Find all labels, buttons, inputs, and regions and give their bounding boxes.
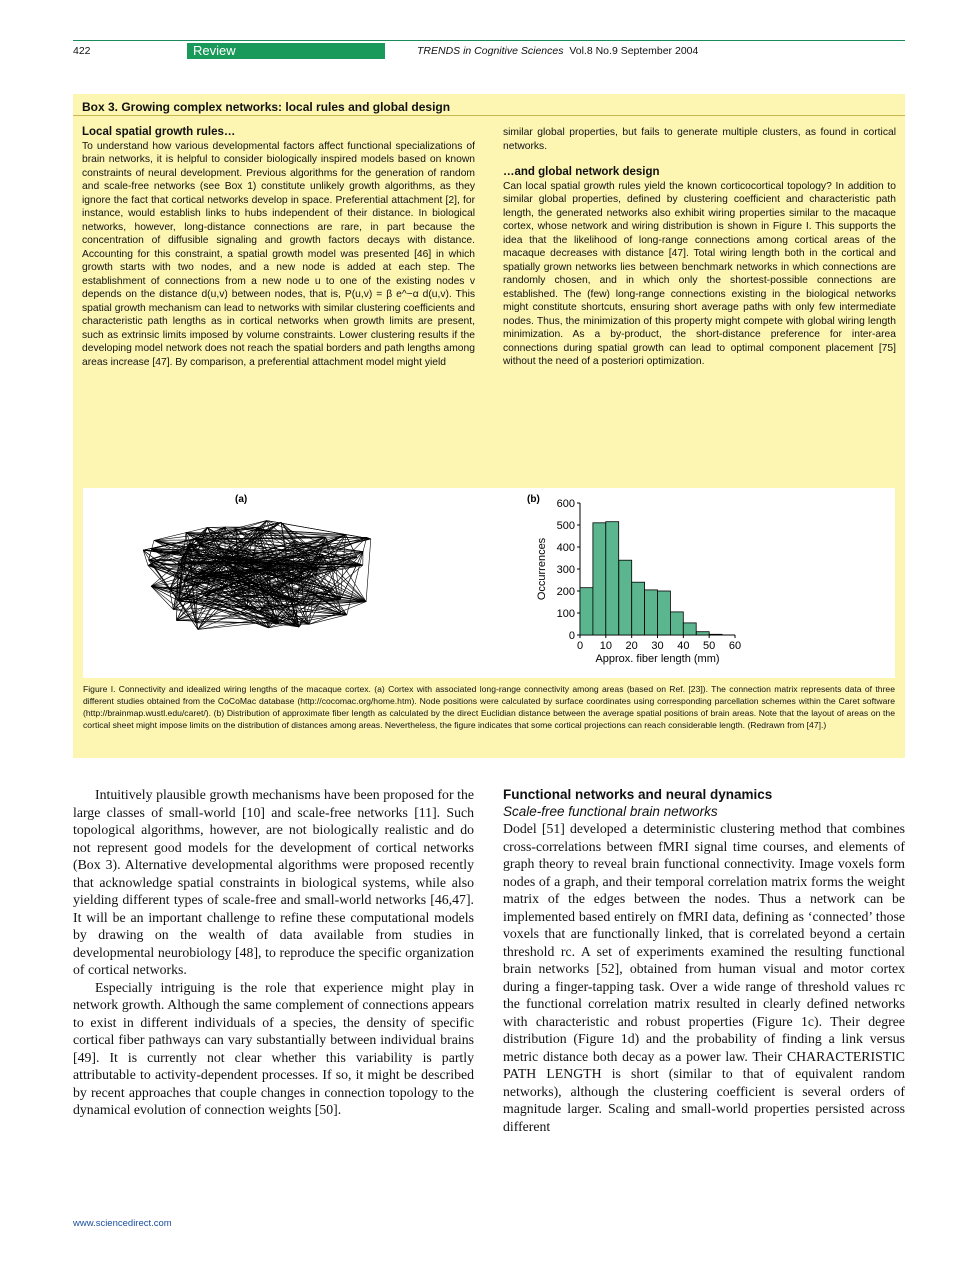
histogram-bar [632, 582, 645, 635]
x-tick-label: 40 [677, 640, 690, 652]
x-tick-label: 30 [651, 640, 664, 652]
histogram-bar [593, 523, 606, 635]
x-axis-label: Approx. fiber length (mm) [595, 653, 720, 665]
fiber-length-histogram [536, 498, 741, 665]
box-right-text-2: Can local spatial growth rules yield the known corticocortical topology? In addition to similar global properties, defined by clustering coefficient and characteristic path length, the generated networks also exhibit wiring properties similar to the macaque cortex, whose network and wiring distribution is shown in Figure I. This supports the idea that the likelihood of long-range connections among cortical areas of the macaque decreases with distance [47]. Total wiring length both in the cortical and spatially grown networks lies between benchmark networks in which connections are randomly chosen, and in which only the shortest-possible connections are established. The (few) long-range connections existing in the biological networks might constitute shortcuts, ensuring short average paths with only few intermediate nodes. Thus, the minimization of this property might compete with global wiring length minimization. As a by-product, the short-distance preference for inter-area connections during spatial growth can lead to optimal component placement [75] without the need of a posteriori optimization. [503, 180, 896, 367]
y-tick-label: 600 [556, 498, 575, 510]
y-axis-label: Occurrences [536, 537, 548, 601]
paragraph: Dodel [51] developed a deterministic clustering method that combines cross-correlations between fMRI signal time courses, and elements of graph theory to reveal brain functional connectivity. Image voxels form nodes of a graph, and their temporal correlation matrix forms the weight matrix of the edges between the nodes. Thus a network can be implemented based entirely on fMRI data, defining as ‘connected’ those voxels that are functionally linked, that is correlated beyond a certain threshold rc. A set of experiments examined the resulting functional brain networks [52], obtained from human visual and motor cortex during a finger-tapping task. Over a wide range of threshold values rc the functional correlation matrix resulted in clearly defined networks with characteristic and robust properties (Figure 1c). Their degree distribution (Figure 1d) and the probability of finding a link versus metric distance both decay as a power law. Their CHARACTERISTIC PATH LENGTH is short (similar to that of equivalent random networks), although the clustering coefficient is several orders of magnitude larger. Scaling and small-world properties persisted across different [503, 821, 905, 1134]
box-left-column [82, 126, 475, 369]
histogram-bar [619, 560, 632, 635]
journal-title: TRENDS in Cognitive Sciences [417, 45, 564, 57]
histogram-bar [606, 522, 619, 635]
x-tick-label: 60 [728, 640, 742, 652]
box-left-text: To understand how various developmental factors affect functional specializations of brain networks, it is helpful to consider biologically inspired models based on known constraints of neural development. Previous algorithms for the generation of random and scale-free networks (see Box 1) constitute unlikely growth algorithms, as they ignore the fact that cortical networks develop in space. Preferential attachment [2], for instance, would establish links to hubs independent of their distance. In biological networks, however, long-distance connections are rare, in part because the concentration of diffusible signaling and growth factors decays with distance. Accounting for this constraint, a spatial growth model was presented [46] in which growth starts with two nodes, and a new node is added at each step. The establishment of connections from a new node u to one of the existing nodes v depends on the distance d(u,v) between nodes, that is, P(u,v) = β e^−α d(u,v). This spatial growth mechanism can lead to networks with similar clustering coefficients and characteristic path lengths as in cortical networks when growth limits are present, such as extrinsic limits imposed by volume constraints. Lower clustering results if the developing model network does not reach the spatial borders and path lengths among areas increase [47]. By comparison, a preferential attachment model might yield [82, 140, 475, 368]
figure-svg [83, 488, 895, 678]
paragraph: Especially intriguing is the role that experience might play in network growth. Although the same complement of connections appears to exist in different individuals of a species, the density of specific cortical fiber pathways can vary substantially between individual brains [49]. It is currently not clear whether this variability is partly attributable to activity-dependent processes. If so, it might be described by recent approaches that couple changes in connection topology to the dynamical evolution of connection weights [50]. [73, 979, 474, 1117]
paragraph: Intuitively plausible growth mechanisms have been proposed for the large classes of small-world [10] and scale-free networks [11]. Such topological algorithms, however, are not biologically realistic and do not represent good models for the development of cortical networks (Box 3). Alternative developmental algorithms were proposed recently that acknowledge spatial constraints in biological systems, while also yielding different types of scale-free and small-world networks [46,47]. It will be an important challenge to refine these computational models by drawing on the wealth of data available from studies in developmental neurobiology [48], to reproduce the specific organization of cortical networks. [73, 787, 474, 977]
figure-i [83, 488, 895, 678]
y-tick-label: 0 [568, 630, 575, 642]
panel-b-label: (b) [527, 494, 540, 505]
box-3 [73, 94, 905, 758]
panel-a-label: (a) [235, 494, 248, 505]
y-tick-label: 200 [556, 586, 575, 598]
x-tick-label: 20 [625, 640, 638, 652]
histogram-bar [683, 623, 696, 635]
subsection-heading: Scale-free functional brain networks [503, 804, 718, 819]
footer-url[interactable]: www.sciencedirect.com [73, 1218, 172, 1229]
histogram-bar [709, 634, 722, 635]
box-divider [73, 115, 905, 116]
x-tick-label: 10 [599, 640, 612, 652]
page-number: 422 [73, 45, 91, 57]
network-edge [143, 550, 148, 565]
x-tick-label: 50 [703, 640, 716, 652]
network-edge [309, 615, 347, 625]
section-heading: Functional networks and neural dynamics [503, 787, 773, 802]
box-right-text-1: similar global properties, but fails to generate multiple clusters, as found in cortical networks. [503, 127, 896, 152]
y-tick-label: 100 [556, 608, 575, 620]
page-header [73, 40, 905, 61]
histogram-bar [580, 588, 593, 635]
main-right-column [503, 786, 905, 1135]
histogram-bar [658, 591, 671, 635]
y-tick-label: 500 [556, 520, 575, 532]
main-left-column [73, 786, 474, 1119]
histogram-bar [696, 632, 709, 635]
box-title: Box 3. Growing complex networks: local rules and global design [82, 100, 451, 114]
journal-issue: Vol.8 No.9 September 2004 [569, 45, 699, 57]
histogram-bar [670, 612, 683, 635]
cortex-network-graph [143, 521, 371, 630]
y-tick-label: 400 [556, 542, 575, 554]
box-left-heading: Local spatial growth rules… [82, 126, 236, 138]
section-tag: Review [187, 43, 385, 59]
figure-caption: Figure I. Connectivity and idealized wiring lengths of the macaque cortex. (a) Cortex with associated long-range connectivity among areas (based on Ref. [23]). The connection matrix represents data of three different studies obtained from the CoCoMac database (http://cocomac.org/home.htm). Node positions were calculated by surface coordinates using corresponding parcellation schemes within the Caret software (http://brainmap.wustl.edu/caret/). (b) Distribution of approximate fiber length as calculated by the direct Euclidian distance between the average spatial positions of brain areas. Note that the layout of areas on the cortical sheet might impose limits on the distribution of distances among areas. Nevertheless, the figure indicates that some cortical projections can reach considerable length. (Redrawn from [47].) [83, 684, 895, 730]
journal-info [417, 45, 698, 57]
box-right-column [503, 126, 896, 369]
y-tick-label: 300 [556, 564, 575, 576]
x-tick-label: 0 [576, 640, 584, 652]
box-right-heading: …and global network design [503, 166, 660, 178]
histogram-bar [645, 590, 658, 635]
network-edge [366, 539, 371, 602]
